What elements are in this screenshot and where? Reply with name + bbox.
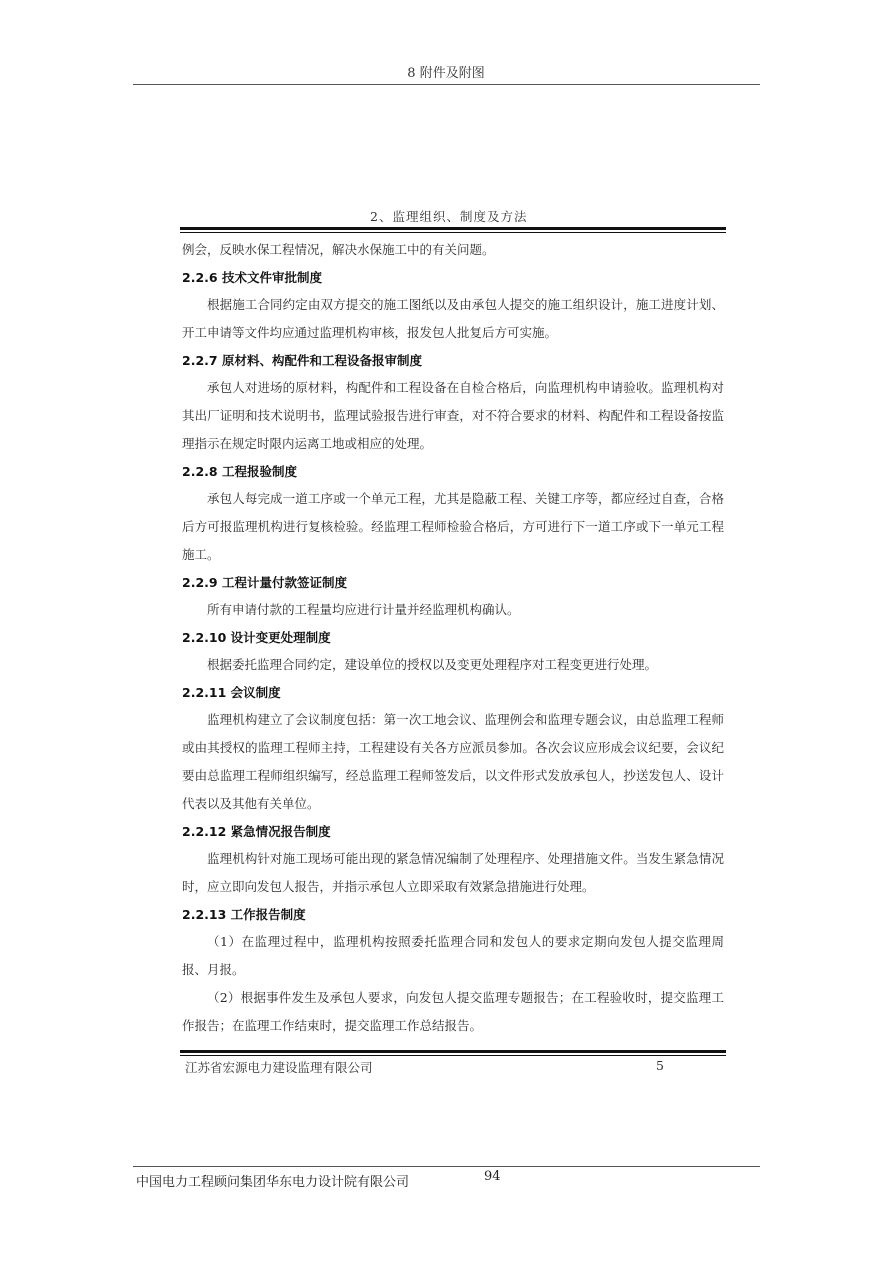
outer-footer-company: 中国电力工程顾问集团华东电力设计院有限公司 bbox=[136, 1175, 410, 1190]
section-heading: 2.2.11 会议制度 bbox=[182, 685, 281, 700]
inner-footer-company: 江苏省宏源电力建设监理有限公司 bbox=[185, 1060, 373, 1075]
body-paragraph: 例会，反映水保工程情况，解决水保施工中的有关问题。 bbox=[182, 242, 495, 257]
body-paragraph: （2）根据事件发生及承包人要求，向发包人提交监理专题报告；在工程验收时，提交监理工作报告；在监理工作结束时，提交监理工作总结报告。 bbox=[182, 990, 724, 1033]
section-heading: 2.2.12 紧急情况报告制度 bbox=[182, 824, 331, 839]
inner-footer-rule-thin bbox=[180, 1055, 726, 1056]
section-heading: 2.2.10 设计变更处理制度 bbox=[182, 630, 331, 645]
inner-header-rule-thick bbox=[180, 227, 726, 230]
inner-footer-rule-thick bbox=[180, 1050, 726, 1053]
body-paragraph: 所有申请付款的工程量均应进行计量并经监理机构确认。 bbox=[207, 602, 520, 617]
outer-footer-page-number: 94 bbox=[484, 1169, 501, 1184]
body-paragraph: 根据委托监理合同约定，建设单位的授权以及变更处理程序对工程变更进行处理。 bbox=[207, 657, 658, 672]
inner-header-rule-thin bbox=[180, 232, 726, 233]
section-heading: 2.2.7 原材料、构配件和工程设备报审制度 bbox=[182, 353, 422, 368]
body-paragraph: （1）在监理过程中，监理机构按照委托监理合同和发包人的要求定期向发包人提交监理周报、月报。 bbox=[182, 934, 724, 977]
outer-page-header: 8 附件及附图 bbox=[407, 66, 485, 81]
section-heading: 2.2.6 技术文件审批制度 bbox=[182, 270, 322, 285]
body-paragraph: 根据施工合同约定由双方提交的施工图纸以及由承包人提交的施工组织设计，施工进度计划、开工申请等文件均应通过监理机构审核，报发包人批复后方可实施。 bbox=[182, 297, 724, 340]
inner-footer-page-number: 5 bbox=[656, 1058, 664, 1073]
outer-header-rule bbox=[133, 84, 760, 85]
inner-page-header: 2、监理组织、制度及方法 bbox=[370, 209, 528, 224]
section-heading: 2.2.9 工程计量付款签证制度 bbox=[182, 575, 347, 590]
section-heading: 2.2.13 工作报告制度 bbox=[182, 907, 306, 922]
body-paragraph: 承包人每完成一道工序或一个单元工程，尤其是隐蔽工程、关键工序等，都应经过自查，合格后方可报监理机构进行复核检验。经监理工程师检验合格后，方可进行下一道工序或下一单元工程施工。 bbox=[182, 491, 724, 562]
body-paragraph: 监理机构建立了会议制度包括：第一次工地会议、监理例会和监理专题会议，由总监理工程师或由其授权的监理工程师主持，工程建设有关各方应派员参加。各次会议应形成会议纪要，会议纪要由总监理工程师组织编写，经总监理工程师签发后，以文件形式发放承包人，抄送发包人、设计代表以及其他有关单位。 bbox=[182, 712, 724, 811]
section-heading: 2.2.8 工程报验制度 bbox=[182, 464, 297, 479]
body-paragraph: 承包人对进场的原材料，构配件和工程设备在自检合格后，向监理机构申请验收。监理机构对其出厂证明和技术说明书，监理试验报告进行审查，对不符合要求的材料、构配件和工程设备按监理指示在规定时限内运离工地或相应的处理。 bbox=[182, 380, 724, 451]
document-body bbox=[182, 236, 724, 1040]
body-paragraph: 监理机构针对施工现场可能出现的紧急情况编制了处理程序、处理措施文件。当发生紧急情况时，应立即向发包人报告，并指示承包人立即采取有效紧急措施进行处理。 bbox=[182, 851, 724, 894]
outer-footer-rule bbox=[133, 1166, 760, 1167]
